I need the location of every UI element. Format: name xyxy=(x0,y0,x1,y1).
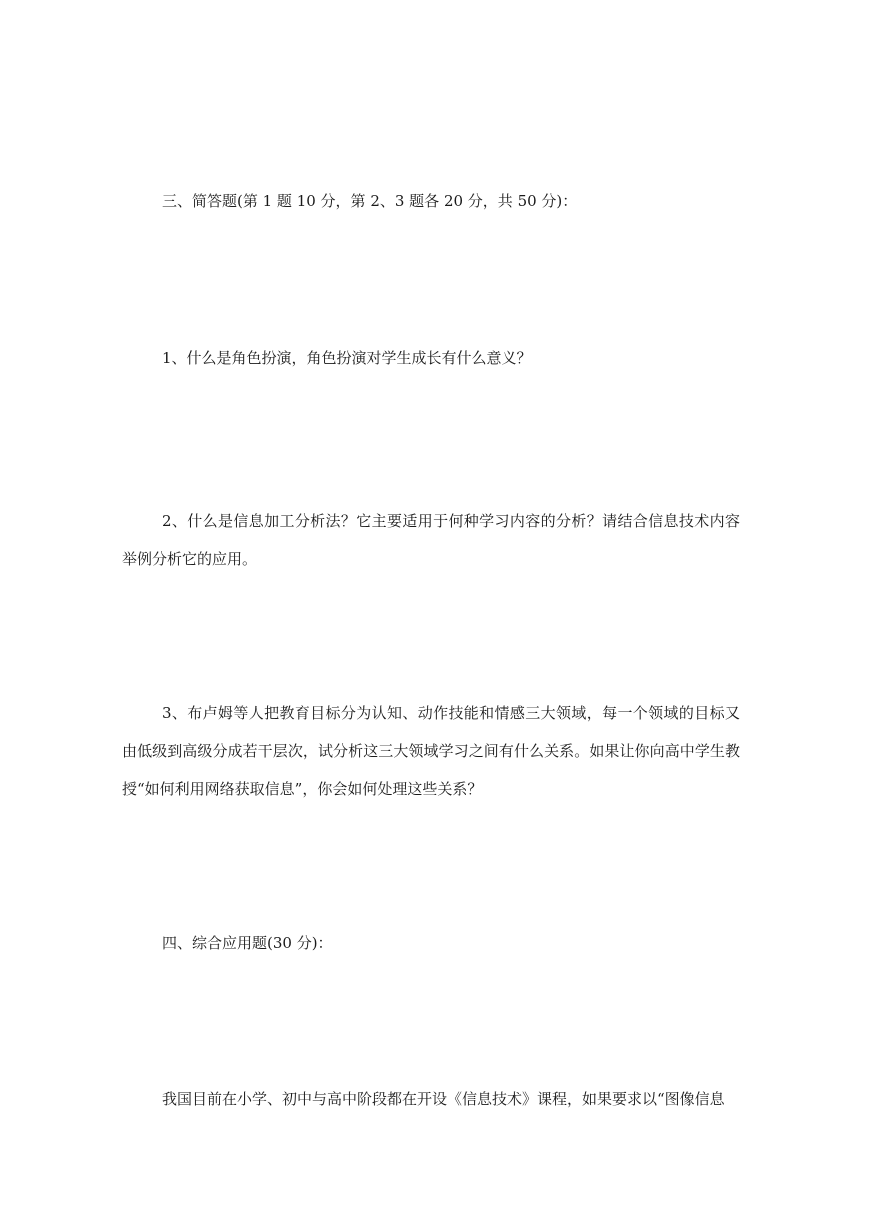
section-4-heading: 四、综合应用题(30 分)： xyxy=(162,934,333,952)
application-question-text: 我国目前在小学、初中与高中阶段都在开设《信息技术》课程，如果要求以“图像信息 xyxy=(162,1090,725,1108)
question-1: 1、什么是角色扮演，角色扮演对学生成长有什么意义？ xyxy=(162,349,532,367)
question-2: 2、什么是信息加工分析法？它主要适用于何种学习内容的分析？请结合信息技术内容举例分析它的应用。 xyxy=(122,512,740,568)
question-3: 3、布卢姆等人把教育目标分为认知、动作技能和情感三大领域，每一个领域的目标又由低级到高级分成若干层次，试分析这三大领域学习之间有什么关系。如果让你向高中学生教授“如何利用网络获取信息”，你会如何处理这些关系？ xyxy=(122,704,740,798)
section-3-heading: 三、简答题(第 1 题 10 分，第 2、3 题各 20 分，共 50 分)： xyxy=(162,192,578,210)
